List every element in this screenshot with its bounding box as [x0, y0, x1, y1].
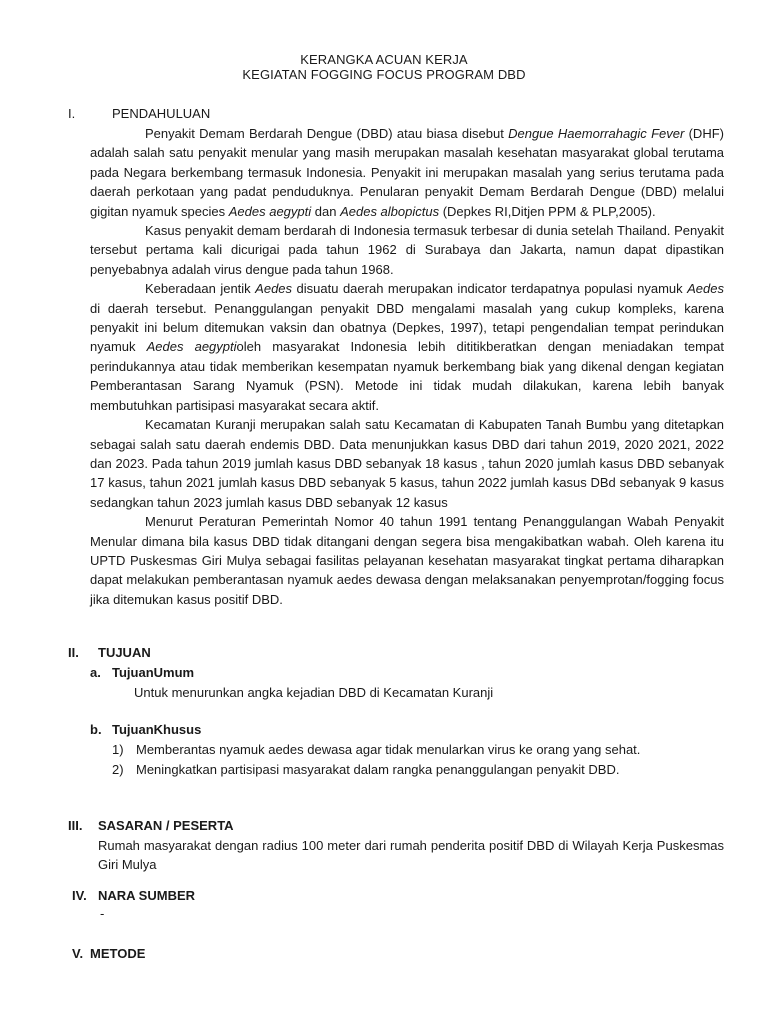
italic-term: Dengue Haemorrahagic Fever	[508, 126, 685, 141]
text-run: (Depkes RI,Ditjen PPM & PLP,2005).	[439, 203, 656, 219]
section-1-title: PENDAHULUAN	[112, 106, 211, 121]
text-run: Keberadaan jentik	[145, 281, 256, 297]
section-3-title: SASARAN / PESERTA	[98, 818, 234, 833]
list-item-text: Meningkatkan partisipasi masyarakat dalam rangka penanggulangan penyakit DBD.	[136, 762, 620, 777]
section-2-number: II.	[68, 645, 79, 660]
section-4-text: -	[100, 906, 105, 921]
text-run: Kecamatan Kuranji merupakan salah satu Kecamatan di Kabupaten Tanah Bumbu yang ditetapkan sebagai salah satu daerah endemis DBD. Data menunjukkan kasus DBD dari tahun 2019, 2020 2021, 2022 dan 2023. Pada tahun 2019 jumlah kasus DBD sebanyak 18 kasus , tahun 2020 jumlah kasus DBD sebanyak 17 kasus, tahun 2021 jumlah kasus DBD sebanyak 5 kasus, tahun 2022 jumlah kasus DBd sebanyak 9 kasus sedangkan tahun 2023 jumlah kasus DBD sebanyak 12 kasus	[90, 417, 724, 510]
italic-term: Aedes aegypti	[146, 339, 237, 355]
text-run: di daerah tersebut. Penanggulangan penyakit DBD mengalami masalah yang cukup kompleks, karena penyakit ini belum ditemukan vaksin dan obatnya (Depkes, 1997), tetapi pengendalian tempat perindukan nyamuk	[90, 300, 724, 355]
document-title	[0, 0, 768, 82]
section-2-title: TUJUAN	[98, 645, 151, 660]
paragraph-4	[90, 415, 724, 512]
text-run: dan	[311, 203, 341, 219]
italic-term: Aedes	[255, 281, 293, 297]
text-run: Menurut Peraturan Pemerintah Nomor 40 tahun 1991 tentang Penanggulangan Wabah Penyakit Menular dimana bila kasus DBD tidak ditangani dengan segera bisa mengakibatkan wabah. Oleh karena itu UPTD Puskesmas Giri Mulya sebagai fasilitas pelayanan kesehatan masyarakat tingkat pertama diharapkan dapat melakukan pemberantasan nyamuk aedes dewasa dengan melaksanakan penyemprotan/fogging focus jika ditemukan kasus positif DBD.	[90, 514, 724, 607]
section-3-number: III.	[68, 818, 83, 833]
list-item-text: Memberantas nyamuk aedes dewasa agar tidak menularkan virus ke orang yang sehat.	[136, 742, 641, 757]
section-3-body	[98, 836, 724, 875]
paragraph-3	[90, 279, 724, 415]
section-4-title: NARA SUMBER	[98, 888, 196, 903]
paragraph-1	[90, 124, 724, 221]
section-4-number: IV.	[72, 888, 87, 903]
section-1-number: I.	[68, 106, 76, 121]
section-5-title: METODE	[90, 946, 146, 961]
text-run: Kasus penyakit demam berdarah di Indonesia termasuk terbesar di dunia setelah Thailand. Penyakit tersebut pertama kali dicurigai pada tahun 1962 di Surabaya dan Jakarta, namun dapat dipastikan penyebabnya adalah virus dengue pada tahun 1968.	[90, 223, 724, 277]
title-line-2: KEGIATAN FOGGING FOCUS PROGRAM DBD	[242, 67, 526, 82]
subsection-a-title: TujuanUmum	[112, 665, 195, 680]
italic-term: Aedes	[687, 281, 724, 297]
list-item-number: 2)	[112, 762, 124, 777]
text-run: (DHF) adalah salah satu penyakit menular yang masih merupakan masalah kesehatan masyarakat global terutama pada Negara berkembang termasuk Indonesia. Penyakit ini merupakan masalah yang serius terutama pada daerah perkotaan yang padat penduduknya. Penularan penyakit Demam Berdarah Dengue (DBD) melalui gigitan nyamuk species	[90, 126, 724, 219]
text-run: oleh masyarakat Indonesia lebih dititikberatkan dengan meniadakan tempat perindukannya atau tidak memberikan kesempatan nyamuk berkembang biak yang dikenal dengan kegiatan Pemberantasan Sarang Nyamuk (PSN). Metode ini tidak mudah dilakukan, karena lebih banyak membutuhkan partisipasi masyarakat secara aktif.	[90, 339, 724, 413]
section-3-text: Rumah masyarakat dengan radius 100 meter dari rumah penderita positif DBD di Wilayah Kerja Puskesmas Giri Mulya	[98, 838, 724, 873]
text-run: disuatu daerah merupakan indicator terdapatnya populasi nyamuk	[292, 281, 688, 297]
paragraph-2	[90, 221, 724, 279]
paragraph-5	[90, 512, 724, 609]
text-run: Penyakit Demam Berdarah Dengue (DBD) atau biasa disebut	[145, 126, 509, 141]
subsection-b-label: b.	[90, 722, 102, 737]
list-item-number: 1)	[112, 742, 124, 757]
subsection-a-label: a.	[90, 665, 101, 680]
section-5-number: V.	[72, 946, 84, 961]
subsection-a-text: Untuk menurunkan angka kejadian DBD di Kecamatan Kuranji	[134, 685, 494, 700]
italic-term: Aedes aegypti	[228, 203, 312, 219]
section-1-body	[90, 124, 724, 609]
italic-term: Aedes albopictus	[340, 203, 440, 219]
title-line-1: KERANGKA ACUAN KERJA	[300, 52, 468, 67]
subsection-b-title: TujuanKhusus	[112, 722, 202, 737]
